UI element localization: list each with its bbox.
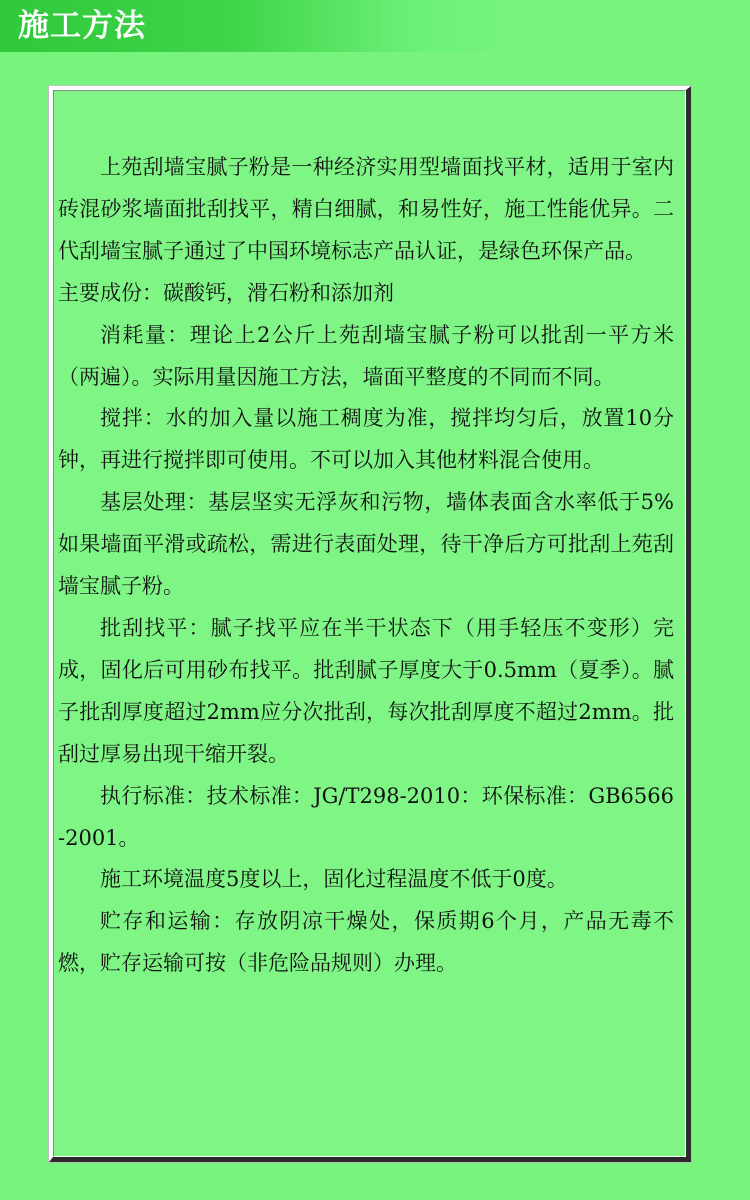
section-header [0,0,520,52]
section-title: 施工方法 [18,8,146,44]
content-panel [49,86,691,1162]
paragraph-storage: 贮存和运输：存放阴凉干燥处，保质期6个月，产品无毒不燃，贮存运输可按（非危险品规则）办理。 [58,909,674,976]
content-text [58,147,674,985]
paragraph-standards: 执行标准：技术标准：JG/T298-2010：环保标准：GB6566-2001。 [58,783,674,850]
paragraph-temperature: 施工环境温度5度以上，固化过程温度不低于0度。 [100,867,568,892]
paragraph-intro: 上苑刮墙宝腻子粉是一种经济实用型墙面找平材，适用于室内砖混砂浆墙面批刮找平，精白细腻，和易性好，施工性能优异。二代刮墙宝腻子通过了中国环境标志产品认证，是绿色环保产品。 [58,155,674,263]
paragraph-ingredients: 主要成份：碳酸钙，滑石粉和添加剂 [58,280,394,305]
paragraph-mixing: 搅拌：水的加入量以施工稠度为准，搅拌均匀后，放置10分钟，再进行搅拌即可使用。不可以加入其他材料混合使用。 [58,406,674,473]
paragraph-consumption: 消耗量：理论上2公斤上苑刮墙宝腻子粉可以批刮一平方米（两遍）。实际用量因施工方法，墙面平整度的不同而不同。 [58,322,674,389]
paragraph-leveling: 批刮找平：腻子找平应在半干状态下（用手轻压不变形）完成，固化后可用砂布找平。批刮腻子厚度大于0.5mm（夏季）。腻子批刮厚度超过2mm应分次批刮，每次批刮厚度不超过2mm。批刮过厚易出现干缩开裂。 [58,615,674,766]
paragraph-base-treatment: 基层处理：基层坚实无浮灰和污物，墙体表面含水率低于5%如果墙面平滑或疏松，需进行表面处理，待干净后方可批刮上苑刮墙宝腻子粉。 [58,490,674,599]
